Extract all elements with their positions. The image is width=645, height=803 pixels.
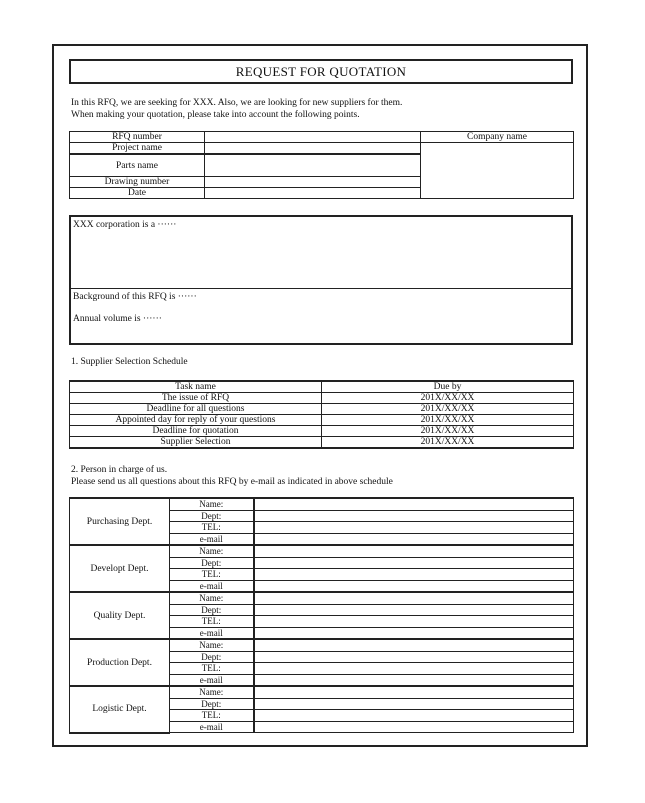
- parts-name-label: Parts name: [70, 154, 205, 177]
- contact-field-label: TEL:: [170, 569, 254, 581]
- intro-line-1: In this RFQ, we are seeking for XXX. Also, we are looking for new suppliers for them.: [71, 98, 403, 108]
- contact-field-value[interactable]: [254, 710, 574, 722]
- date-label: Date: [70, 188, 205, 199]
- contact-field-value[interactable]: [254, 721, 574, 733]
- schedule-heading: 1. Supplier Selection Schedule: [71, 357, 188, 367]
- date-field[interactable]: [205, 188, 421, 199]
- contact-field-label: Dept:: [170, 510, 254, 522]
- due-date-cell[interactable]: 201X/XX/XX: [322, 415, 574, 426]
- contact-field-value[interactable]: [254, 580, 574, 592]
- contact-row: [70, 639, 574, 651]
- contact-field-value[interactable]: [254, 522, 574, 534]
- contact-field-label: e-mail: [170, 580, 254, 592]
- contact-field-label: Dept:: [170, 698, 254, 710]
- contact-field-label: Name:: [170, 686, 254, 698]
- contact-field-value[interactable]: [254, 674, 574, 686]
- contacts-heading: [71, 464, 393, 488]
- schedule-row: [70, 393, 574, 404]
- task-name-cell: Appointed day for reply of your questions: [70, 415, 322, 426]
- drawing-number-label: Drawing number: [70, 177, 205, 188]
- due-date-cell[interactable]: 201X/XX/XX: [322, 404, 574, 415]
- company-name-field[interactable]: [421, 143, 574, 199]
- contact-field-value[interactable]: [254, 651, 574, 663]
- contact-field-label: TEL:: [170, 522, 254, 534]
- contact-field-label: e-mail: [170, 674, 254, 686]
- rfq-info-table: [69, 131, 574, 199]
- annual-volume-text: Annual volume is ······: [73, 314, 162, 324]
- drawing-number-field[interactable]: [205, 177, 421, 188]
- contact-field-value[interactable]: [254, 698, 574, 710]
- contact-field-label: TEL:: [170, 616, 254, 628]
- project-name-field[interactable]: [205, 143, 421, 155]
- intro-line-2: When making your quotation, please take into account the following points.: [71, 110, 360, 120]
- contact-field-value[interactable]: [254, 663, 574, 675]
- task-name-cell: Deadline for quotation: [70, 426, 322, 437]
- schedule-row: [70, 426, 574, 437]
- contact-field-value[interactable]: [254, 569, 574, 581]
- contact-field-value[interactable]: [254, 498, 574, 510]
- title-box: [69, 59, 573, 84]
- contact-field-value[interactable]: [254, 592, 574, 604]
- contact-field-value[interactable]: [254, 616, 574, 628]
- contact-field-label: TEL:: [170, 710, 254, 722]
- due-date-cell[interactable]: 201X/XX/XX: [322, 393, 574, 404]
- schedule-header-row: [70, 381, 574, 393]
- schedule-row: [70, 415, 574, 426]
- department-name: Logistic Dept.: [70, 686, 170, 733]
- contact-field-label: Dept:: [170, 604, 254, 616]
- schedule-row: [70, 404, 574, 415]
- due-date-cell[interactable]: 201X/XX/XX: [322, 437, 574, 449]
- task-name-header: Task name: [70, 381, 322, 393]
- contacts-heading-title: 2. Person in charge of us.: [71, 465, 168, 475]
- corporation-text: XXX corporation is a ······: [73, 220, 177, 230]
- rfq-number-label: RFQ number: [70, 132, 205, 143]
- contact-field-label: TEL:: [170, 663, 254, 675]
- contact-row: [70, 498, 574, 510]
- contact-field-label: Dept:: [170, 651, 254, 663]
- rfq-document: [52, 44, 588, 747]
- contact-field-value[interactable]: [254, 604, 574, 616]
- contact-field-value[interactable]: [254, 533, 574, 545]
- parts-name-field[interactable]: [205, 154, 421, 177]
- department-name: Purchasing Dept.: [70, 498, 170, 545]
- due-date-cell[interactable]: 201X/XX/XX: [322, 426, 574, 437]
- company-name-label: Company name: [421, 132, 574, 143]
- rfq-number-field[interactable]: [205, 132, 421, 143]
- department-name: Production Dept.: [70, 639, 170, 686]
- contact-field-label: Dept:: [170, 557, 254, 569]
- contact-field-label: e-mail: [170, 721, 254, 733]
- schedule-row: [70, 437, 574, 449]
- task-name-cell: Supplier Selection: [70, 437, 322, 449]
- schedule-table: [69, 380, 574, 449]
- document-title: REQUEST FOR QUOTATION: [235, 63, 407, 79]
- description-box: [69, 215, 573, 345]
- department-name: Developt Dept.: [70, 545, 170, 592]
- contact-field-label: Name:: [170, 498, 254, 510]
- contacts-table: [69, 497, 574, 734]
- contact-field-value[interactable]: [254, 686, 574, 698]
- contact-field-value[interactable]: [254, 627, 574, 639]
- background-text: Background of this RFQ is ······: [73, 292, 197, 302]
- contact-field-label: Name:: [170, 592, 254, 604]
- task-name-cell: Deadline for all questions: [70, 404, 322, 415]
- contact-field-value[interactable]: [254, 639, 574, 651]
- contact-row: [70, 592, 574, 604]
- department-name: Quality Dept.: [70, 592, 170, 639]
- contact-row: [70, 545, 574, 557]
- contact-row: [70, 686, 574, 698]
- contact-field-label: Name:: [170, 639, 254, 651]
- corporation-section[interactable]: [71, 217, 571, 289]
- contact-field-value[interactable]: [254, 510, 574, 522]
- project-name-label: Project name: [70, 143, 205, 155]
- task-name-cell: The issue of RFQ: [70, 393, 322, 404]
- contact-field-label: e-mail: [170, 533, 254, 545]
- contact-field-label: e-mail: [170, 627, 254, 639]
- contacts-heading-instruction: Please send us all questions about this RFQ by e-mail as indicated in above schedule: [71, 477, 393, 487]
- intro-text: [71, 97, 571, 121]
- background-section[interactable]: [71, 289, 571, 345]
- contact-field-label: Name:: [170, 545, 254, 557]
- contact-field-value[interactable]: [254, 557, 574, 569]
- contact-field-value[interactable]: [254, 545, 574, 557]
- due-by-header: Due by: [322, 381, 574, 393]
